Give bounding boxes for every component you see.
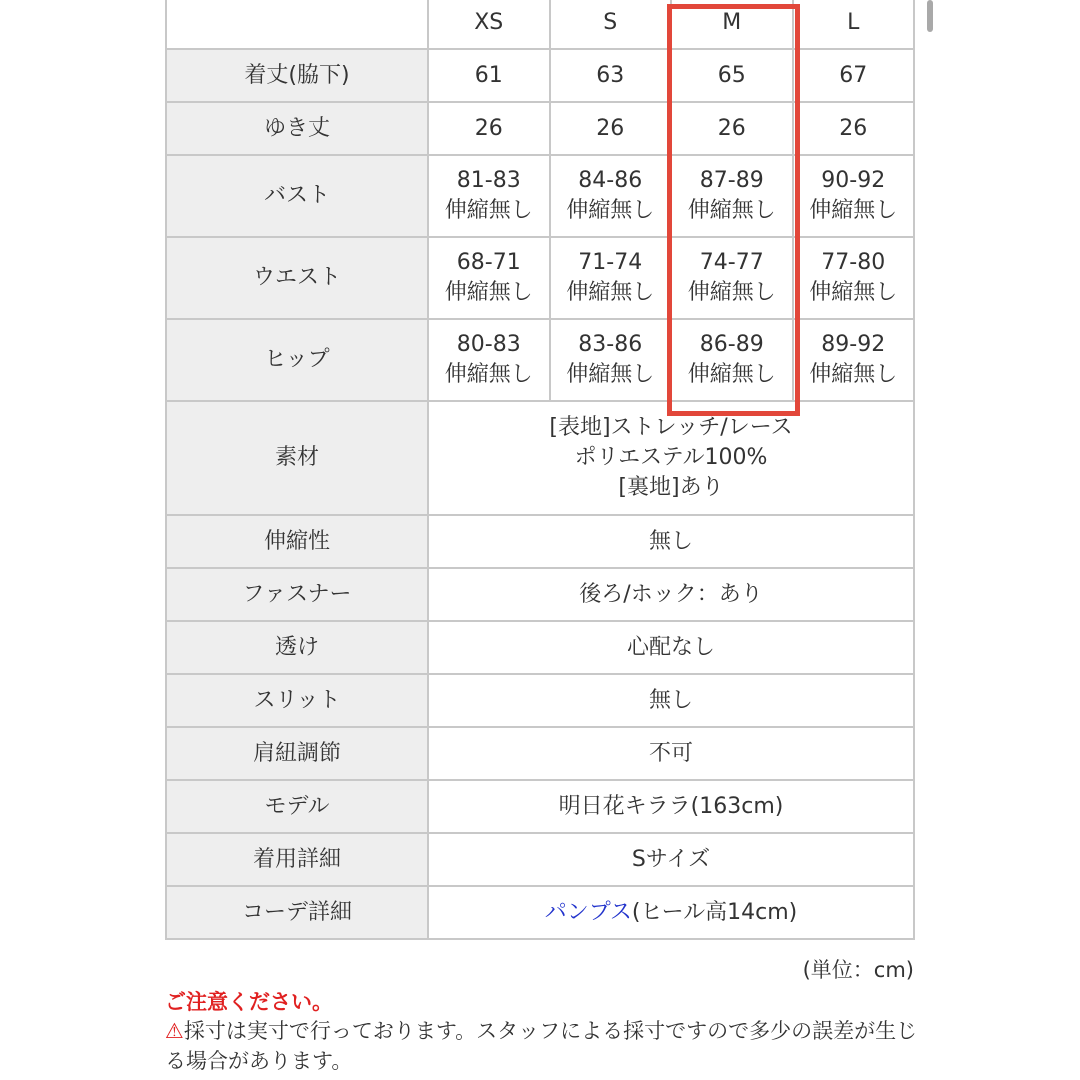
table-row: [166, 568, 914, 621]
row-label-sleeve: ゆき丈: [166, 102, 428, 155]
waist-m: [671, 237, 793, 319]
bust-s-note: 伸縮無し: [566, 198, 655, 223]
unit-note: (単位：cm): [802, 958, 914, 982]
size-header-xs: XS: [428, 0, 550, 49]
material-line: ポリエステル100%: [574, 445, 768, 470]
caution-text: [165, 1016, 925, 1076]
hip-m-value: 86-89: [699, 332, 764, 357]
bust-m-value: 87-89: [699, 168, 764, 193]
table-row: [166, 886, 914, 939]
row-label-fastener: ファスナー: [166, 568, 428, 621]
table-row: [166, 155, 914, 237]
size-header-m: M: [671, 0, 793, 49]
waist-xs: [428, 237, 550, 319]
row-label-waist: ウエスト: [166, 237, 428, 319]
row-label-stretch: 伸縮性: [166, 515, 428, 568]
hip-l-note: 伸縮無し: [809, 362, 898, 387]
table-row: [166, 515, 914, 568]
coordinate-value: [428, 886, 914, 939]
table-row: [166, 401, 914, 515]
bust-l-value: 90-92: [821, 168, 886, 193]
pumps-link[interactable]: パンプス: [544, 899, 632, 925]
material-line: [裏地]あり: [618, 475, 724, 500]
bust-xs: [428, 155, 550, 237]
length-l: 67: [793, 49, 915, 102]
strap-value: 不可: [428, 727, 914, 780]
table-row: [166, 102, 914, 155]
bust-l: [793, 155, 915, 237]
waist-xs-value: 68-71: [456, 250, 521, 275]
waist-l-value: 77-80: [821, 250, 886, 275]
waist-s-note: 伸縮無し: [566, 280, 655, 305]
waist-xs-note: 伸縮無し: [444, 280, 533, 305]
hip-xs: [428, 319, 550, 401]
length-s: 63: [550, 49, 672, 102]
table-row: [166, 237, 914, 319]
hip-xs-note: 伸縮無し: [444, 362, 533, 387]
size-header-l: L: [793, 0, 915, 49]
bust-m-note: 伸縮無し: [687, 198, 776, 223]
waist-l: [793, 237, 915, 319]
fastener-value: 後ろ/ホック：あり: [428, 568, 914, 621]
caution-title: ご注意ください。: [165, 990, 333, 1014]
sleeve-xs: 26: [428, 102, 550, 155]
wearing-value: Sサイズ: [428, 833, 914, 886]
size-chart-table: [165, 0, 915, 940]
material-line: [表地]ストレッチ/レース: [549, 415, 793, 440]
bust-xs-value: 81-83: [456, 168, 521, 193]
row-label-length: 着丈(脇下): [166, 49, 428, 102]
material-value: [428, 401, 914, 515]
row-label-slit: スリット: [166, 674, 428, 727]
table-header-row: [166, 0, 914, 49]
table-row: [166, 780, 914, 833]
waist-m-note: 伸縮無し: [687, 280, 776, 305]
bust-xs-note: 伸縮無し: [444, 198, 533, 223]
waist-m-value: 74-77: [699, 250, 764, 275]
table-row: [166, 674, 914, 727]
sleeve-s: 26: [550, 102, 672, 155]
row-label-model: モデル: [166, 780, 428, 833]
sleeve-m: 26: [671, 102, 793, 155]
table-row: [166, 319, 914, 401]
waist-s: [550, 237, 672, 319]
bust-s: [550, 155, 672, 237]
hip-xs-value: 80-83: [456, 332, 521, 357]
length-m: 65: [671, 49, 793, 102]
bust-s-value: 84-86: [578, 168, 643, 193]
sleeve-l: 26: [793, 102, 915, 155]
row-label-bust: バスト: [166, 155, 428, 237]
slit-value: 無し: [428, 674, 914, 727]
hip-s: [550, 319, 672, 401]
bust-l-note: 伸縮無し: [809, 198, 898, 223]
sheer-value: 心配なし: [428, 621, 914, 674]
length-xs: 61: [428, 49, 550, 102]
hip-s-value: 83-86: [578, 332, 643, 357]
table-row: [166, 727, 914, 780]
scrollbar-thumb[interactable]: [927, 0, 933, 32]
table-row: [166, 49, 914, 102]
row-label-wearing: 着用詳細: [166, 833, 428, 886]
row-label-coordinate: コーデ詳細: [166, 886, 428, 939]
row-label-sheer: 透け: [166, 621, 428, 674]
table-row: [166, 621, 914, 674]
header-blank-cell: [166, 0, 428, 49]
bust-m: [671, 155, 793, 237]
table-row: [166, 833, 914, 886]
caution-body: 採寸は実寸で行っております。スタッフによる採寸ですので多少の誤差が生じる場合があります。: [165, 1019, 918, 1073]
hip-s-note: 伸縮無し: [566, 362, 655, 387]
hip-m: [671, 319, 793, 401]
stretch-value: 無し: [428, 515, 914, 568]
row-label-strap: 肩紐調節: [166, 727, 428, 780]
hip-m-note: 伸縮無し: [687, 362, 776, 387]
warning-icon: ⚠: [165, 1019, 184, 1043]
row-label-material: 素材: [166, 401, 428, 515]
waist-l-note: 伸縮無し: [809, 280, 898, 305]
hip-l-value: 89-92: [821, 332, 886, 357]
hip-l: [793, 319, 915, 401]
coordinate-rest: (ヒール高14cm): [631, 899, 798, 925]
row-label-hip: ヒップ: [166, 319, 428, 401]
size-header-s: S: [550, 0, 672, 49]
waist-s-value: 71-74: [578, 250, 643, 275]
model-value: 明日花キララ(163cm): [428, 780, 914, 833]
